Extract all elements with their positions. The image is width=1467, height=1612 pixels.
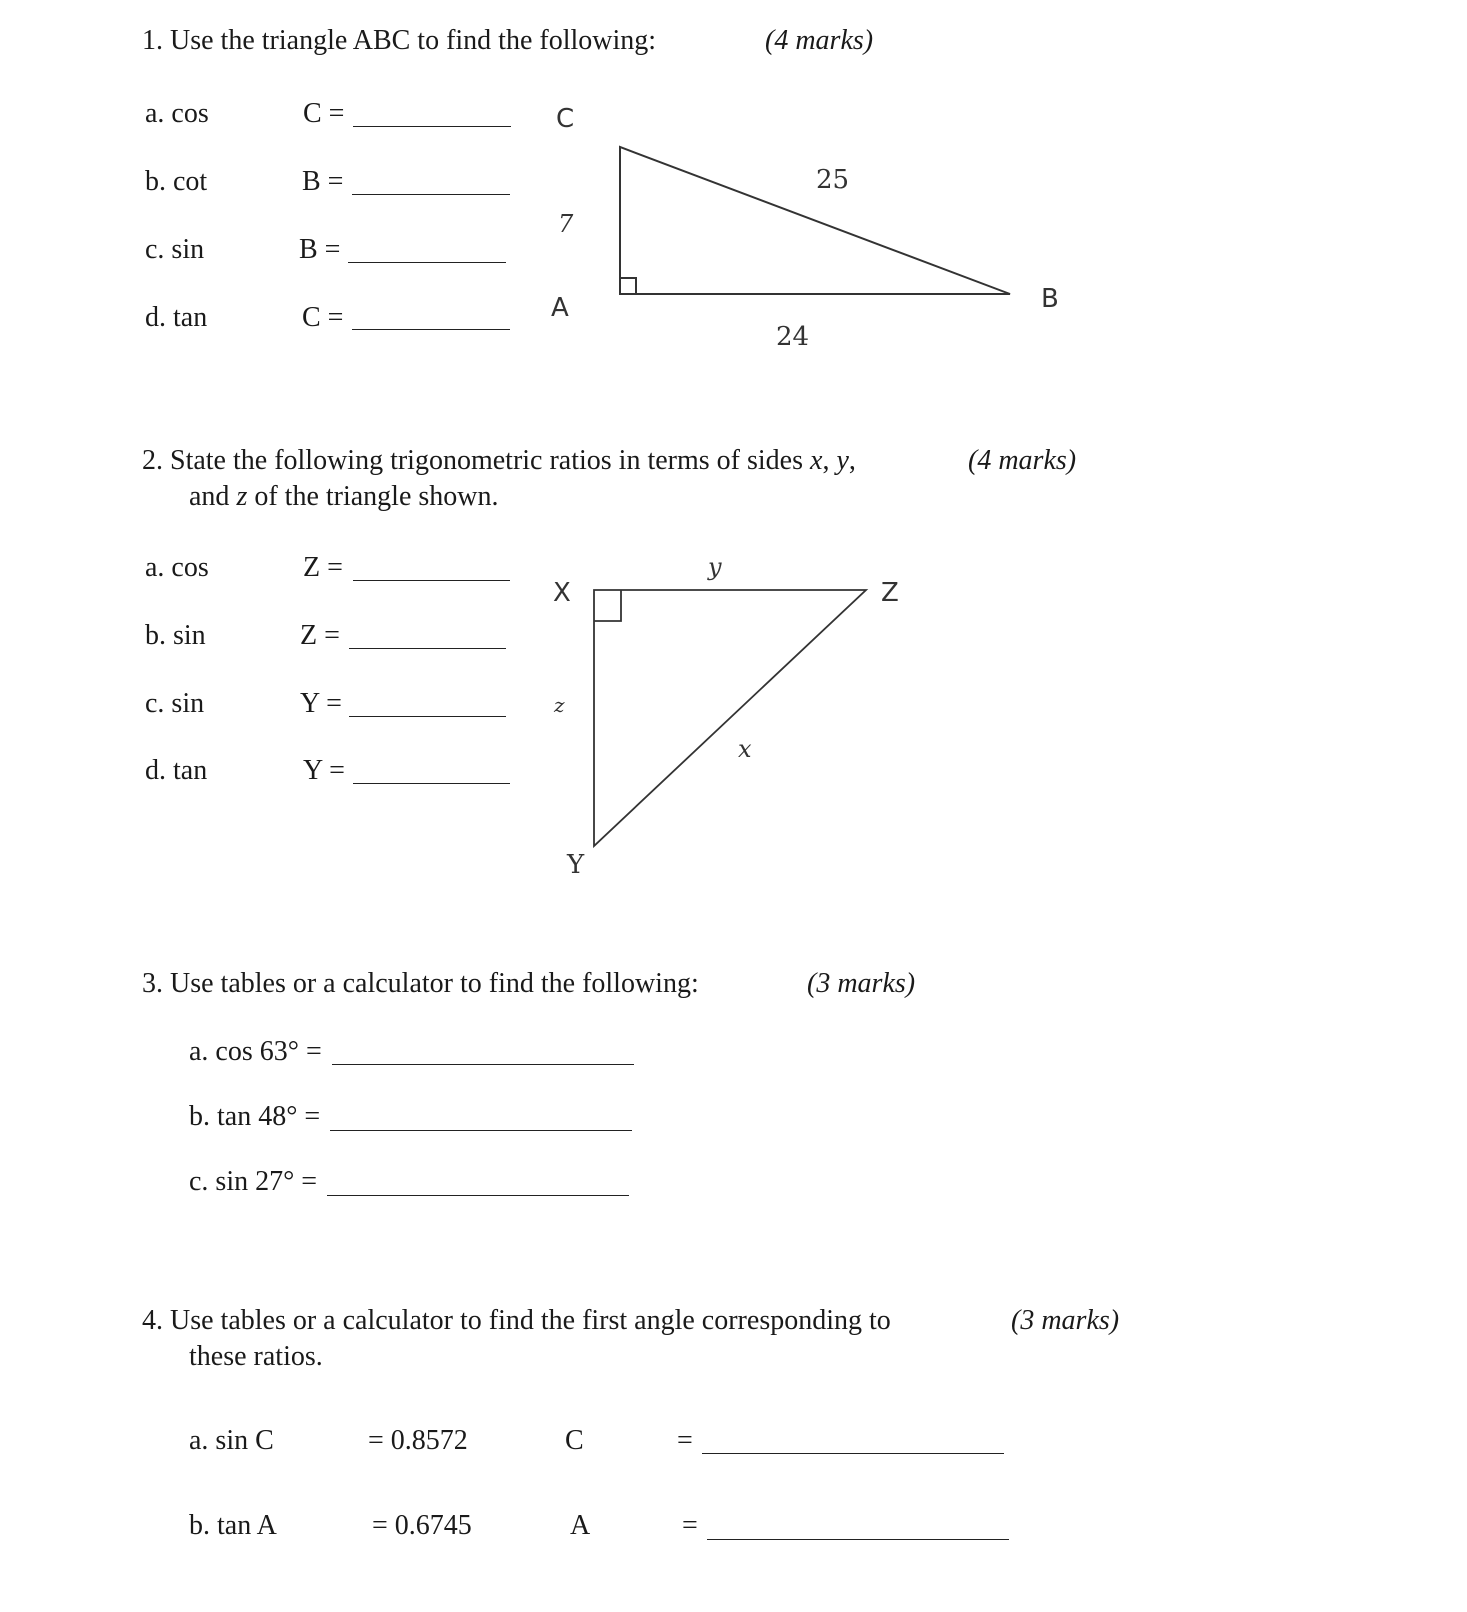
triangle-abc-side-ab: 24: [776, 322, 810, 352]
q2-title-line2: [189, 483, 499, 511]
q2-title: [142, 447, 856, 475]
q3-item-c-answer-blank[interactable]: [327, 1195, 629, 1196]
triangle-xyz-shape: [594, 590, 866, 846]
q1-item-d-label: d. tan: [145, 302, 208, 333]
q4-item-b-angle: A: [570, 1510, 591, 1541]
q2-title-x: x: [810, 445, 823, 476]
q2-item-b-label: b. sin: [145, 620, 206, 651]
q1-item-a-label: a. cos: [145, 98, 209, 129]
q3-title: 3. Use tables or a calculator to find the following:: [142, 968, 699, 999]
q3-item-c-label: c. sin 27° =: [189, 1166, 318, 1197]
q1-item-b-label: b. cot: [145, 166, 208, 197]
triangle-xyz-right-angle-mark: [594, 590, 621, 621]
triangle-xyz-side-y: y: [708, 553, 722, 581]
q2-title-y: y: [836, 445, 849, 476]
q2-title-comma1: ,: [822, 445, 837, 476]
q1-item-d-var: C =: [302, 302, 344, 333]
q1-item-a-var: C =: [303, 98, 345, 129]
q1-item-d-answer-blank[interactable]: [352, 329, 510, 330]
q3-item-b-answer-blank[interactable]: [330, 1130, 632, 1131]
q2-item-c-answer-blank[interactable]: [349, 716, 506, 717]
q4-item-a-angle: C: [565, 1425, 584, 1456]
q2-item-d-label: d. tan: [145, 755, 208, 786]
q2-item-a-answer-blank[interactable]: [353, 580, 510, 581]
q4-title-line2: these ratios.: [189, 1341, 323, 1372]
triangle-abc-vertex-c: C: [556, 104, 575, 134]
triangle-xyz-vertex-x: X: [553, 578, 571, 608]
q4-title-line1: 4. Use tables or a calculator to find the first angle corresponding to: [142, 1305, 891, 1336]
q2-item-b-answer-blank[interactable]: [349, 648, 506, 649]
q2-item-a-var: Z =: [303, 552, 343, 583]
q4-marks: (3 marks): [1011, 1305, 1120, 1336]
triangle-abc-side-cb: 25: [816, 165, 850, 195]
q2-line2-start: and: [189, 481, 237, 512]
triangle-abc-right-angle-mark: [620, 278, 636, 294]
triangle-abc-vertex-b: B: [1041, 284, 1059, 314]
q2-item-c-var: Y =: [300, 688, 342, 719]
q2-title-comma2: ,: [848, 445, 856, 476]
q1-marks: (4 marks): [765, 25, 874, 56]
q1-item-c-answer-blank[interactable]: [348, 262, 506, 263]
q2-title-z: z: [236, 481, 248, 512]
triangle-xyz-vertex-y: Y: [567, 850, 585, 880]
q2-item-d-answer-blank[interactable]: [353, 783, 510, 784]
triangle-abc-side-ca: 7: [558, 210, 574, 238]
q3-item-a-answer-blank[interactable]: [332, 1064, 634, 1065]
q4-item-a-label: a. sin C: [189, 1425, 274, 1456]
q1-item-b-var: B =: [302, 166, 344, 197]
q1-title: 1. Use the triangle ABC to find the following:: [142, 25, 657, 56]
q2-item-b-var: Z =: [300, 620, 340, 651]
q2-marks: (4 marks): [968, 445, 1077, 476]
triangle-xyz-vertex-z: Z: [881, 578, 899, 608]
q2-item-d-var: Y =: [303, 755, 345, 786]
q4-item-b-label: b. tan A: [189, 1510, 277, 1541]
triangle-xyz-side-z: z: [554, 693, 565, 717]
q3-item-a-label: a. cos 63° =: [189, 1036, 322, 1067]
triangle-abc-shape: [620, 147, 1010, 294]
q3-marks: (3 marks): [807, 968, 916, 999]
triangle-xyz-side-x: x: [738, 735, 752, 763]
q4-item-a-equals: =: [677, 1425, 693, 1456]
q1-item-b-answer-blank[interactable]: [352, 194, 510, 195]
q4-item-a-value: = 0.8572: [368, 1425, 468, 1456]
q3-item-b-label: b. tan 48° =: [189, 1101, 321, 1132]
q2-item-a-label: a. cos: [145, 552, 209, 583]
q4-item-a-answer-blank[interactable]: [702, 1453, 1004, 1454]
q2-line2-end: of the triangle shown.: [247, 481, 499, 512]
q4-item-b-answer-blank[interactable]: [707, 1539, 1009, 1540]
q4-item-b-value: = 0.6745: [372, 1510, 472, 1541]
q1-item-c-var: B =: [299, 234, 341, 265]
q2-title-start: 2. State the following trigonometric ratios in terms of sides: [142, 445, 810, 476]
q2-item-c-label: c. sin: [145, 688, 205, 719]
q1-item-c-label: c. sin: [145, 234, 205, 265]
triangle-abc-vertex-a: A: [551, 293, 569, 323]
q4-item-b-equals: =: [682, 1510, 698, 1541]
q1-item-a-answer-blank[interactable]: [353, 126, 511, 127]
